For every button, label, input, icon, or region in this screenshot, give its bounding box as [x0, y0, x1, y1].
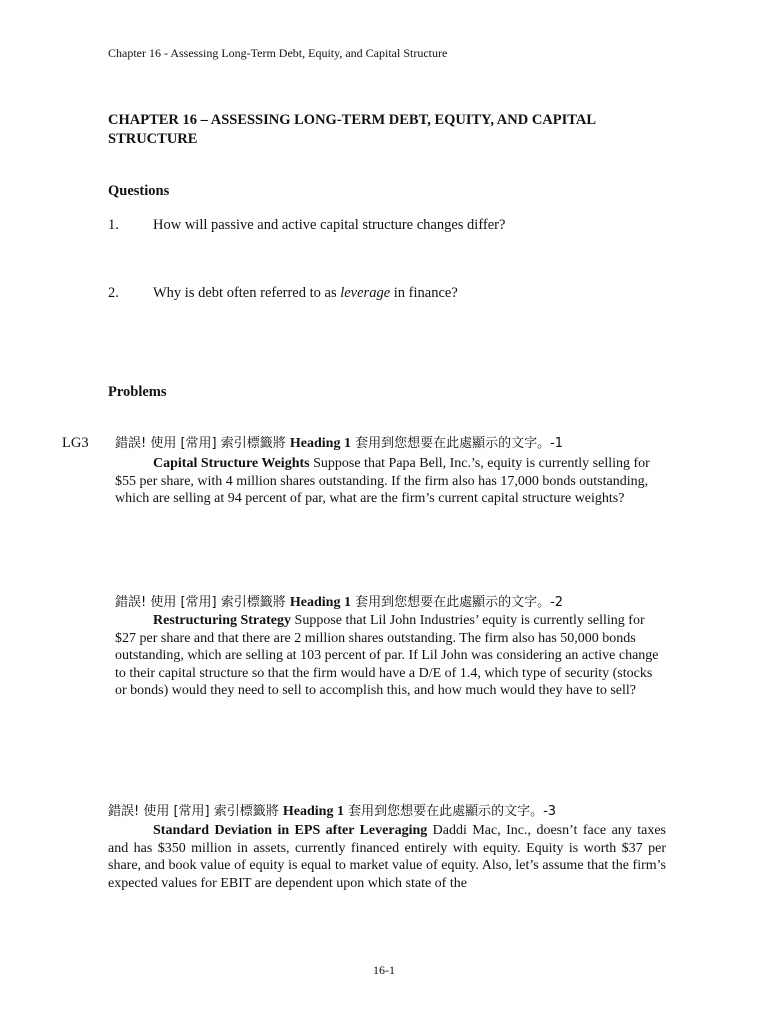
heading-reference-error: 錯誤! 使用 [常用] 索引標籤將 Heading 1 套用到您想要在此處顯示的文字。-2	[115, 595, 564, 610]
problem-paragraph	[108, 822, 666, 892]
page-number: 16-1	[373, 963, 395, 977]
problem-paragraph	[115, 612, 665, 700]
question-text: How will passive and active capital structure changes differ?	[153, 217, 506, 233]
problem-body: Suppose that Lil John Industries’ equity is currently selling for $27 per share and that there are 2 million shares outstanding. The firm also has 50,000 bonds outstanding, which are selling at 103 percent of par. If Lil John was considering an active change to their capital structure so that the firm would have a D/E of 1.4, which type of security (stocks or bonds) would they need to sell to accomplish this, and how much would they have to sell?	[115, 613, 659, 698]
problem-title: Standard Deviation in EPS after Leveraging	[153, 823, 428, 838]
problem-title: Capital Structure Weights	[153, 456, 310, 471]
question-text: Why is debt often referred to as leverage in finance?	[153, 285, 458, 301]
chapter-title: CHAPTER 16 – ASSESSING LONG-TERM DEBT, EQUITY, AND CAPITAL STRUCTURE	[108, 112, 596, 147]
questions-heading: Questions	[108, 183, 170, 199]
heading-reference-error: 錯誤! 使用 [常用] 索引標籤將 Heading 1 套用到您想要在此處顯示的文字。-1	[115, 436, 564, 451]
question-number: 1.	[108, 217, 119, 233]
problem-body: Daddi Mac, Inc., doesn’t face any taxes and has $350 million in assets, currently financed entirely with equity. Equity is worth $37 per share, and book value of equity is equal to market value of equity. Also, let’s assume that the firm’s expected values for EBIT are dependent upon which state of the	[108, 823, 666, 891]
problem-body: Suppose that Papa Bell, Inc.’s, equity is currently selling for $55 per share, with 4 million shares outstanding. If the firm also has 17,000 bonds outstanding, which are selling at 94 percent of par, what are the firm’s current capital structure weights?	[115, 456, 650, 506]
problem-paragraph	[115, 455, 665, 508]
question-number: 2.	[108, 285, 119, 301]
heading-reference-error: 錯誤! 使用 [常用] 索引標籤將 Heading 1 套用到您想要在此處顯示的文字。-3	[108, 804, 557, 819]
learning-goal-tag: LG3	[62, 435, 89, 451]
problem-title: Restructuring Strategy	[153, 613, 292, 628]
italic-term: leverage	[340, 285, 391, 301]
running-header: Chapter 16 - Assessing Long-Term Debt, Equity, and Capital Structure	[108, 46, 448, 60]
problems-heading: Problems	[108, 384, 167, 400]
